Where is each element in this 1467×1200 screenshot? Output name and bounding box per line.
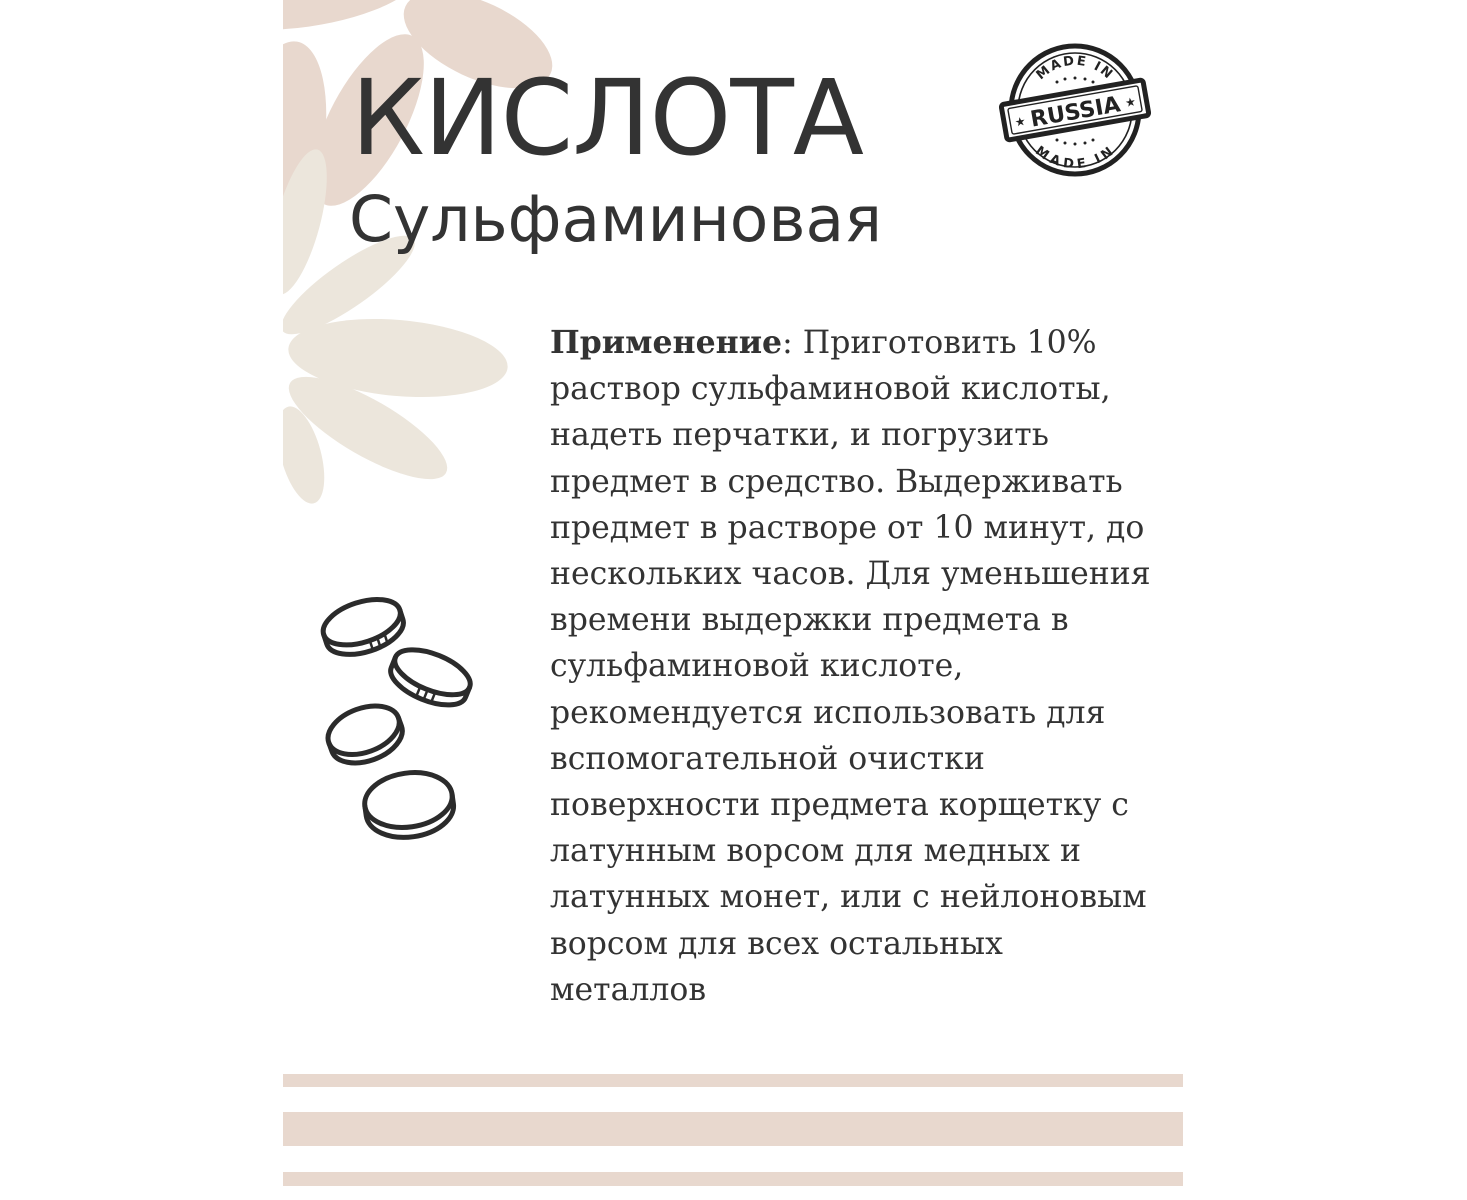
usage-separator: : <box>782 325 803 361</box>
page-subtitle: Сульфаминовая <box>349 183 882 256</box>
usage-text: Приготовить 10% раствор сульфаминовой кислоты, надеть перчатки, и погрузить предмет в средство. Выдерживать предмет в растворе от 10 минут, до нескольких часов. Для уменьшения времени выдержки предмета в сульфаминовой кислоте, рекомендуется использовать для вспомогательной очистки поверхности предмета корщетку с латунным ворсом для медных и латунных монет, или с нейлоновым ворсом для всех остальных металлов <box>550 325 1151 1008</box>
coins-icon <box>315 588 515 848</box>
decor-stripe-2 <box>283 1112 1183 1146</box>
label-card <box>283 0 1183 1200</box>
usage-instructions <box>550 320 1168 1013</box>
svg-text:★: ★ <box>1123 94 1138 111</box>
stamp-bottom-text: MADE IN <box>1032 143 1118 173</box>
page-title: КИСЛОТА <box>351 57 863 179</box>
decor-stripe-1 <box>283 1074 1183 1087</box>
svg-text:★: ★ <box>1013 113 1027 130</box>
made-in-russia-stamp <box>999 42 1151 178</box>
stamp-top-text: MADE IN <box>1033 53 1117 84</box>
usage-label: Применение <box>550 324 783 361</box>
decor-stripe-3 <box>283 1172 1183 1186</box>
stamp-center-text: RUSSIA <box>1028 92 1123 133</box>
